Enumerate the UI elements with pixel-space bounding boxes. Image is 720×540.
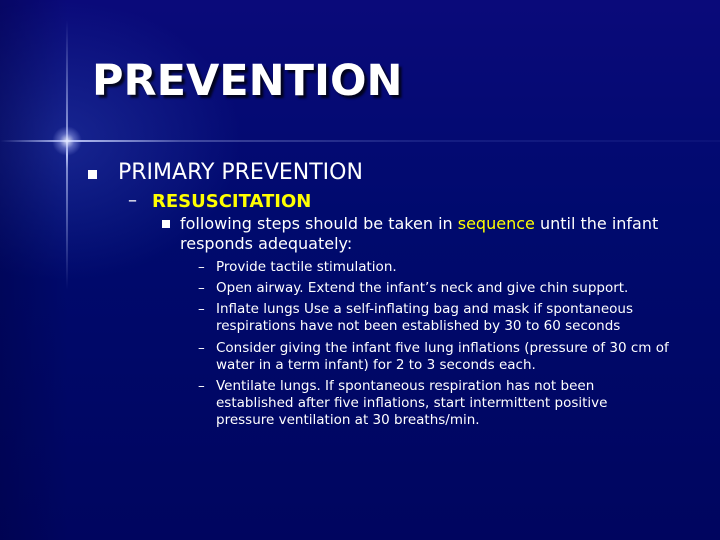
step-dash: – [198,259,205,275]
step-dash: – [198,378,205,394]
level2-dash: – [128,190,137,211]
level3-paragraph [180,214,690,254]
step-dash: – [198,340,205,356]
lens-flare-glow [52,126,82,156]
step-item: Inflate lungs Use a self-inflating bag and mask if spontaneous respirations have not been established by 30 to 60 seconds [216,301,634,334]
step-item: Consider giving the infant five lung inflations (pressure of 30 cm of water in a term infant) for 2 to 3 seconds each. [216,340,669,373]
square-bullet-icon [162,220,170,228]
left-shade-band [0,0,68,540]
square-bullet-icon [88,170,97,179]
level2-heading: RESUSCITATION [152,191,312,212]
step-item: Open airway. Extend the infant’s neck and give chin support. [216,280,629,296]
step-item: Ventilate lungs. If spontaneous respiration has not been established after five inflations, start intermittent positive pressure ventilation at 30 breaths/min. [216,378,608,428]
level3-text-before: following steps should be taken in [180,214,458,233]
level1-heading: PRIMARY PREVENTION [118,160,363,185]
level3-text-after: until the infant responds adequately: [180,214,659,253]
step-item: Provide tactile stimulation. [216,259,397,275]
step-dash: – [198,280,205,296]
lens-flare-horizontal [0,140,720,142]
slide-title: PREVENTION [92,56,403,106]
step-dash: – [198,301,205,317]
level3-highlight: sequence [457,214,535,233]
